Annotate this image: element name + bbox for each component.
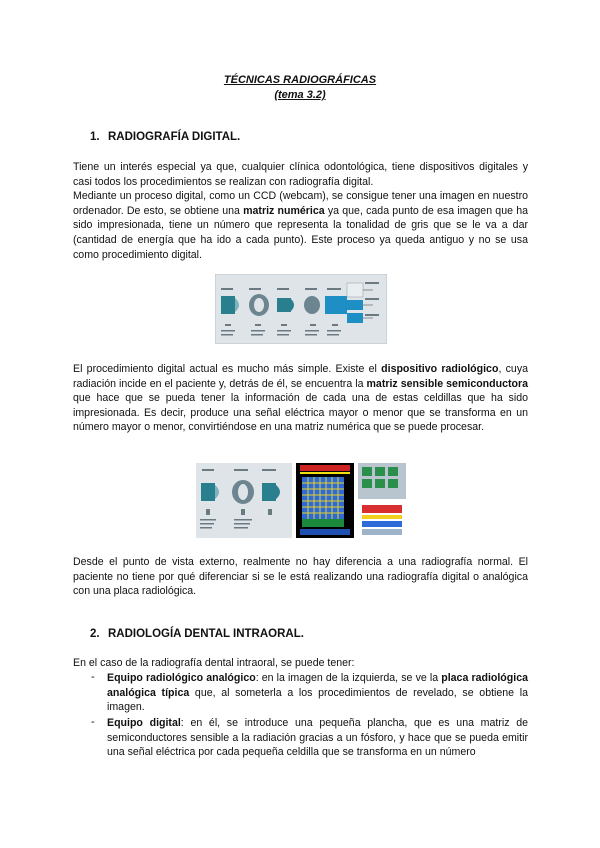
x-ray-source-shape xyxy=(201,483,215,501)
section-2-title: RADIOLOGÍA DENTAL INTRAORAL. xyxy=(108,628,304,640)
digital-radiography-diagram xyxy=(196,463,406,538)
ccd-process-diagram xyxy=(215,274,387,344)
monitor-shape xyxy=(347,300,363,310)
section-1-heading xyxy=(90,131,240,143)
converter-shape xyxy=(325,296,347,314)
document-title: TÉCNICAS RADIOGRÁFICAS xyxy=(223,74,377,86)
list-item-2-text-b: : en él, se introduce una pequeña plancha, que es una matriz de semiconductores sensible a la radiación gracias a un fósforo, y hace que se pueda emitir una señal eléctrica por cada pequeña celdilla que se transforma en un número xyxy=(107,717,529,759)
detector-shape xyxy=(277,298,291,312)
sensor-grid xyxy=(302,477,344,527)
paragraph-3-bold-dispositivo: dispositivo radiológico xyxy=(381,363,499,375)
section-2-heading xyxy=(90,628,304,640)
paragraph-3-text-e: que hace que se pueda tener la información de cada una de estas celdillas que ha sido impresionada. Es decir, produce una señal eléctrica mayor o menor que se transforma en un número mayor o menor, convirtiéndose en una matriz numérica que se puede procesar. xyxy=(73,392,528,434)
list-item-1-bold-c: placa radiológica analógica típica xyxy=(107,672,528,699)
paragraph-3-bold-matriz: matriz sensible semiconductora xyxy=(366,377,528,390)
list-item-2-bold-a: Equipo digital xyxy=(107,717,181,729)
section-1-title: RADIOGRAFÍA DIGITAL. xyxy=(108,131,241,143)
list-item-digital xyxy=(107,716,528,760)
x-ray-source-shape xyxy=(221,296,235,314)
paragraph-2-text-a: Mediante un proceso digital, como un CCD (webcam), se consigue tener una imagen en nuestro ordenador. De esto, se obtiene una xyxy=(73,190,528,217)
paragraph-2-text-c: ya que, cada punto de esa imagen que ha sido impresionada, tiene un número que representa la tonalidad de gris que se le va a dar (cantidad de energía que ha ido a cada punto). Este proceso ya queda antiguo y no se usa como procedimiento digital. xyxy=(73,204,528,261)
list-item-1-text-b: : en la imagen de la izquierda, se ve la xyxy=(255,672,442,684)
bullet-mark-2: - xyxy=(91,716,95,728)
paragraph-3-text-c: , cuya radiación incide en el paciente y, detrás de él, se encuentra la xyxy=(73,363,529,390)
section-2-number: 2. xyxy=(90,628,100,640)
list-item-1-bold-a: Equipo radiológico analógico xyxy=(107,672,256,684)
ccd-camera-shape xyxy=(304,296,320,314)
list-item-analog xyxy=(107,671,528,715)
paragraph-3 xyxy=(73,362,528,435)
section-1-number: 1. xyxy=(90,131,100,143)
paragraph-2-bold-matriz: matriz numérica xyxy=(243,204,325,217)
paragraph-1 xyxy=(73,160,528,262)
bullet-mark-1: - xyxy=(91,671,95,683)
list-item-1-text-d: que, al someterla a los procedimientos de revelado, se obtiene la imagen. xyxy=(107,686,528,714)
detector-shape xyxy=(262,483,276,501)
section-2-intro: En el caso de la radiografía dental intraoral, se puede tener: xyxy=(73,657,355,669)
paragraph-4: Desde el punto de vista externo, realmente no hay diferencia a una radiografía normal. El paciente no tiene por qué diferenciar si se le está realizando una radiografía digital o analógica con una placa radiológica. xyxy=(73,556,528,598)
paragraph-1-text: Tiene un interés especial ya que, cualquier clínica odontológica, tiene dispositivos digitales y casi todos los procedimientos se realizan con radiografía digital. xyxy=(73,161,528,188)
document-subtitle: (tema 3.2) xyxy=(274,89,326,101)
paragraph-3-text-a: El procedimiento digital actual es mucho más simple. Existe el xyxy=(73,363,382,375)
